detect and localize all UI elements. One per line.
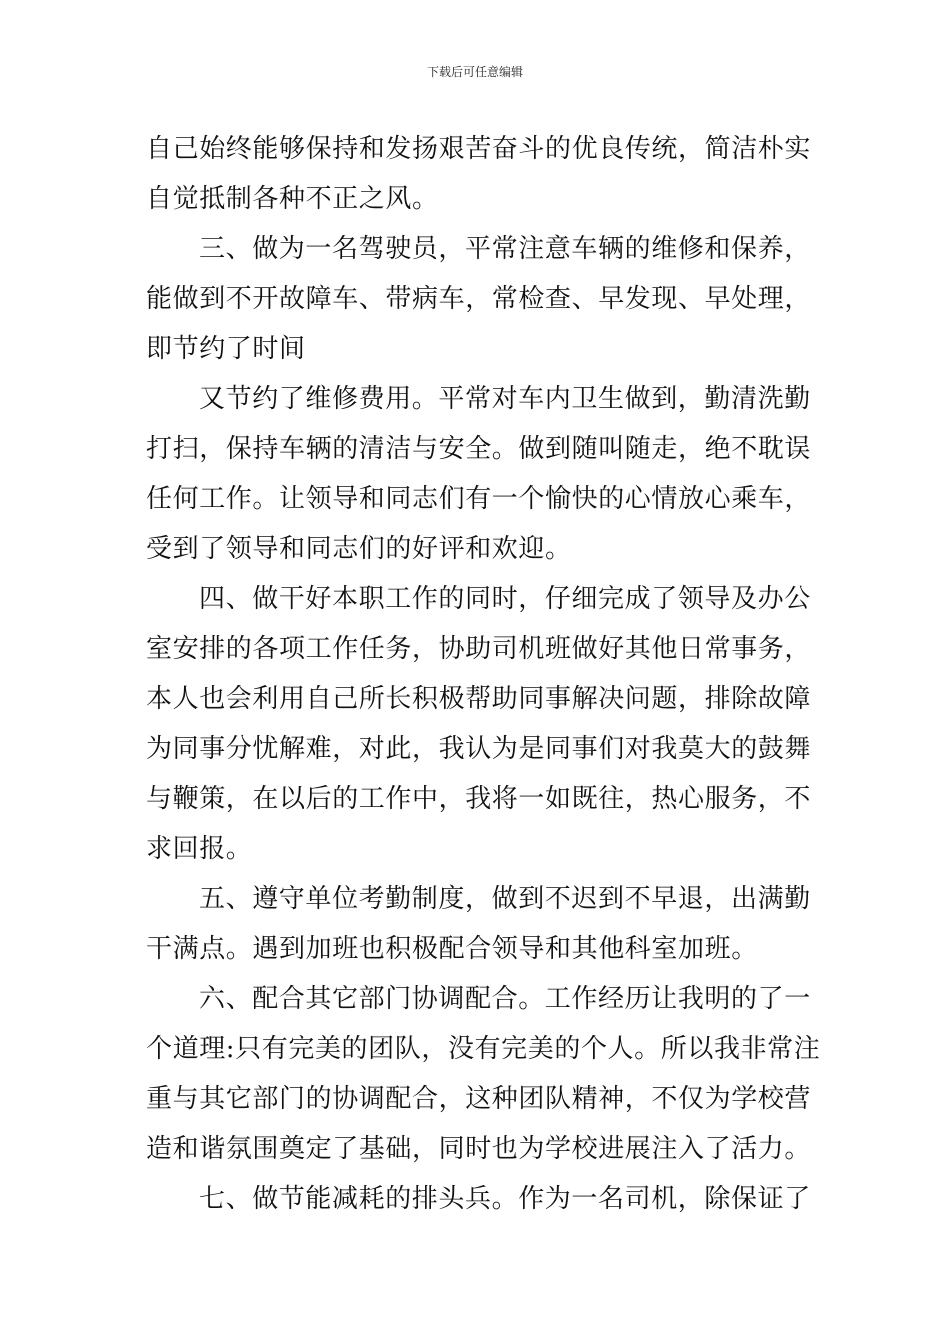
text-line: 干满点。遇到加班也积极配合领导和其他科室加班。 [146, 934, 758, 964]
text-line: 室安排的各项工作任务，协助司机班做好其他日常事务， [146, 634, 812, 664]
text-line: 自觉抵制各种不正之风。 [146, 184, 439, 214]
text-line: 打扫，保持车辆的清洁与安全。做到随叫随走，绝不耽误 [146, 434, 812, 464]
text-line: 即节约了时间 [146, 334, 306, 364]
paragraph-start-line: 又节约了维修费用。平常对车内卫生做到，勤清洗勤 [199, 384, 811, 414]
text-line: 能做到不开故障车、带病车，常检查、早发现、早处理， [146, 284, 812, 314]
document-body [146, 124, 821, 1224]
page-header: 下载后可任意编辑 [426, 65, 523, 79]
paragraph-start-line: 六、配合其它部门协调配合。工作经历让我明的了一 [199, 984, 811, 1014]
text-line: 受到了领导和同志们的好评和欢迎。 [146, 534, 572, 564]
text-line: 自己始终能够保持和发扬艰苦奋斗的优良传统，简洁朴实 [146, 134, 812, 164]
text-line: 任何工作。让领导和同志们有一个愉快的心情放心乘车， [146, 484, 812, 514]
paragraph-start-line: 四、做干好本职工作的同时，仔细完成了领导及办公 [199, 584, 811, 614]
text-line: 造和谐氛围奠定了基础，同时也为学校进展注入了活力。 [146, 1134, 812, 1164]
text-line: 求回报。 [146, 834, 253, 864]
paragraph-start-line: 三、做为一名驾驶员，平常注意车辆的维修和保养， [199, 234, 811, 264]
paragraph-start-line: 五、遵守单位考勤制度，做到不迟到不早退，出满勤 [199, 884, 811, 914]
text-line: 与鞭策，在以后的工作中，我将一如既往，热心服务，不 [146, 784, 812, 814]
text-line: 本人也会利用自己所长积极帮助同事解决问题，排除故障 [146, 684, 812, 714]
text-line: 重与其它部门的协调配合，这种团队精神，不仅为学校营 [146, 1084, 812, 1114]
text-line: 个道理:只有完美的团队，没有完美的个人。所以我非常注 [146, 1034, 821, 1064]
text-line: 为同事分忧解难，对此，我认为是同事们对我莫大的鼓舞 [146, 734, 812, 764]
paragraph-start-line: 七、做节能减耗的排头兵。作为一名司机，除保证了 [199, 1184, 811, 1214]
